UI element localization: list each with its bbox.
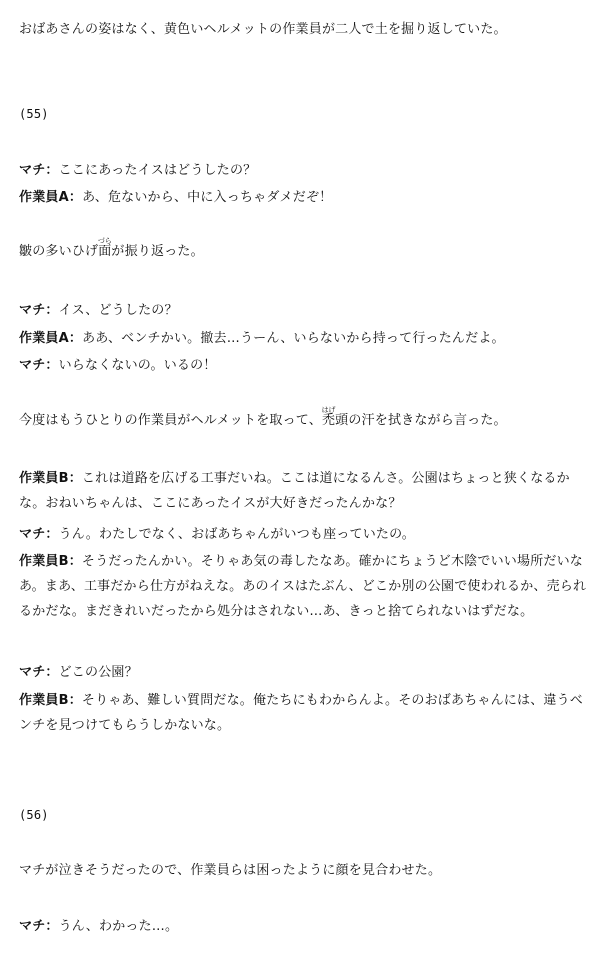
dialogue-text: うん。わたしでなく、おばあちゃんがいつも座っていたの。 [58,527,416,542]
dialogue-text: うん、わかった…。 [58,919,179,934]
narration-paragraph [19,406,507,436]
dialogue-line [19,526,415,544]
dialogue-line [19,189,332,207]
speaker-name: マチ： [19,665,59,680]
dialogue-line [19,162,256,180]
dialogue-line [19,330,505,348]
dialogue-line [19,466,591,516]
dialogue-text: そりゃあ、難しい質問だな。俺たちにもわからんよ。そのおばあちゃんには、違うベンチを見つけてもらうしかないな。 [19,693,584,733]
ruby-base: 面 [97,244,112,259]
narration-text: マチが泣きそうだったので、作業員らは困ったように顔を見合わせた。 [19,863,442,878]
dialogue-text: これは道路を広げる工事だいね。ここは道になるんさ。公園はちょっと狭くなるかな。おねいちゃんは、ここにあったイスが大好きだったんかな？ [19,471,570,511]
ruby-annotation [97,237,112,259]
dialogue-text: ここにあったイスはどうしたの？ [58,163,257,178]
dialogue-text: どこの公園？ [58,665,138,680]
dialogue-line [19,357,217,375]
ruby-reading: はげ [321,406,336,414]
dialogue-line [19,688,591,738]
ruby-base: 禿 [321,413,336,428]
section-label: (55) [19,107,49,121]
narration-text: 皺の多いひげ [19,244,99,259]
dialogue-text: いらなくないの。いるの！ [58,358,217,373]
dialogue-text: イス、どうしたの？ [58,303,178,318]
ruby-reading: づら [97,237,112,245]
narration-text: が振り返った。 [111,244,204,259]
dialogue-text: ああ、ベンチかい。撤去…うーん、いらないから持って行ったんだよ。 [82,331,505,346]
section-number-55 [19,105,49,123]
narration-paragraph [19,862,441,880]
dialogue-line [19,918,178,936]
speaker-name: マチ： [19,527,59,542]
speaker-name: マチ： [19,919,59,934]
speaker-name: 作業員A： [19,190,83,205]
speaker-name: 作業員B： [19,554,82,569]
narration-text: おばあさんの姿はなく、黄色いヘルメットの作業員が二人で土を掘り返していた。 [19,22,507,37]
narration-paragraph [19,237,204,267]
ruby-annotation [321,406,336,428]
narration-paragraph [19,21,507,39]
narration-text: 頭の汗を拭きながら言った。 [335,413,507,428]
speaker-name: マチ： [19,358,59,373]
speaker-name: マチ： [19,303,59,318]
narration-text: 今度はもうひとりの作業員がヘルメットを取って、 [19,413,322,428]
section-number-56 [19,806,49,824]
dialogue-line [19,664,138,682]
speaker-name: 作業員A： [19,331,83,346]
dialogue-text: そうだったんかい。そりゃあ気の毒したなあ。確かにちょうど木陰でいい場所だいなあ。まあ、工事だから仕方がねえな。あのイスはたぶん、どこか別の公園で使われるか、売られるかだな。まだきれいだったから処分はされない…あ、きっと捨てられないはずだな。 [19,554,587,619]
speaker-name: マチ： [19,163,59,178]
speaker-name: 作業員B： [19,471,82,486]
dialogue-line [19,549,591,624]
speaker-name: 作業員B： [19,693,82,708]
section-label: (56) [19,808,49,822]
dialogue-text: あ、危ないから、中に入っちゃダメだぞ！ [82,190,333,205]
dialogue-line [19,302,178,320]
